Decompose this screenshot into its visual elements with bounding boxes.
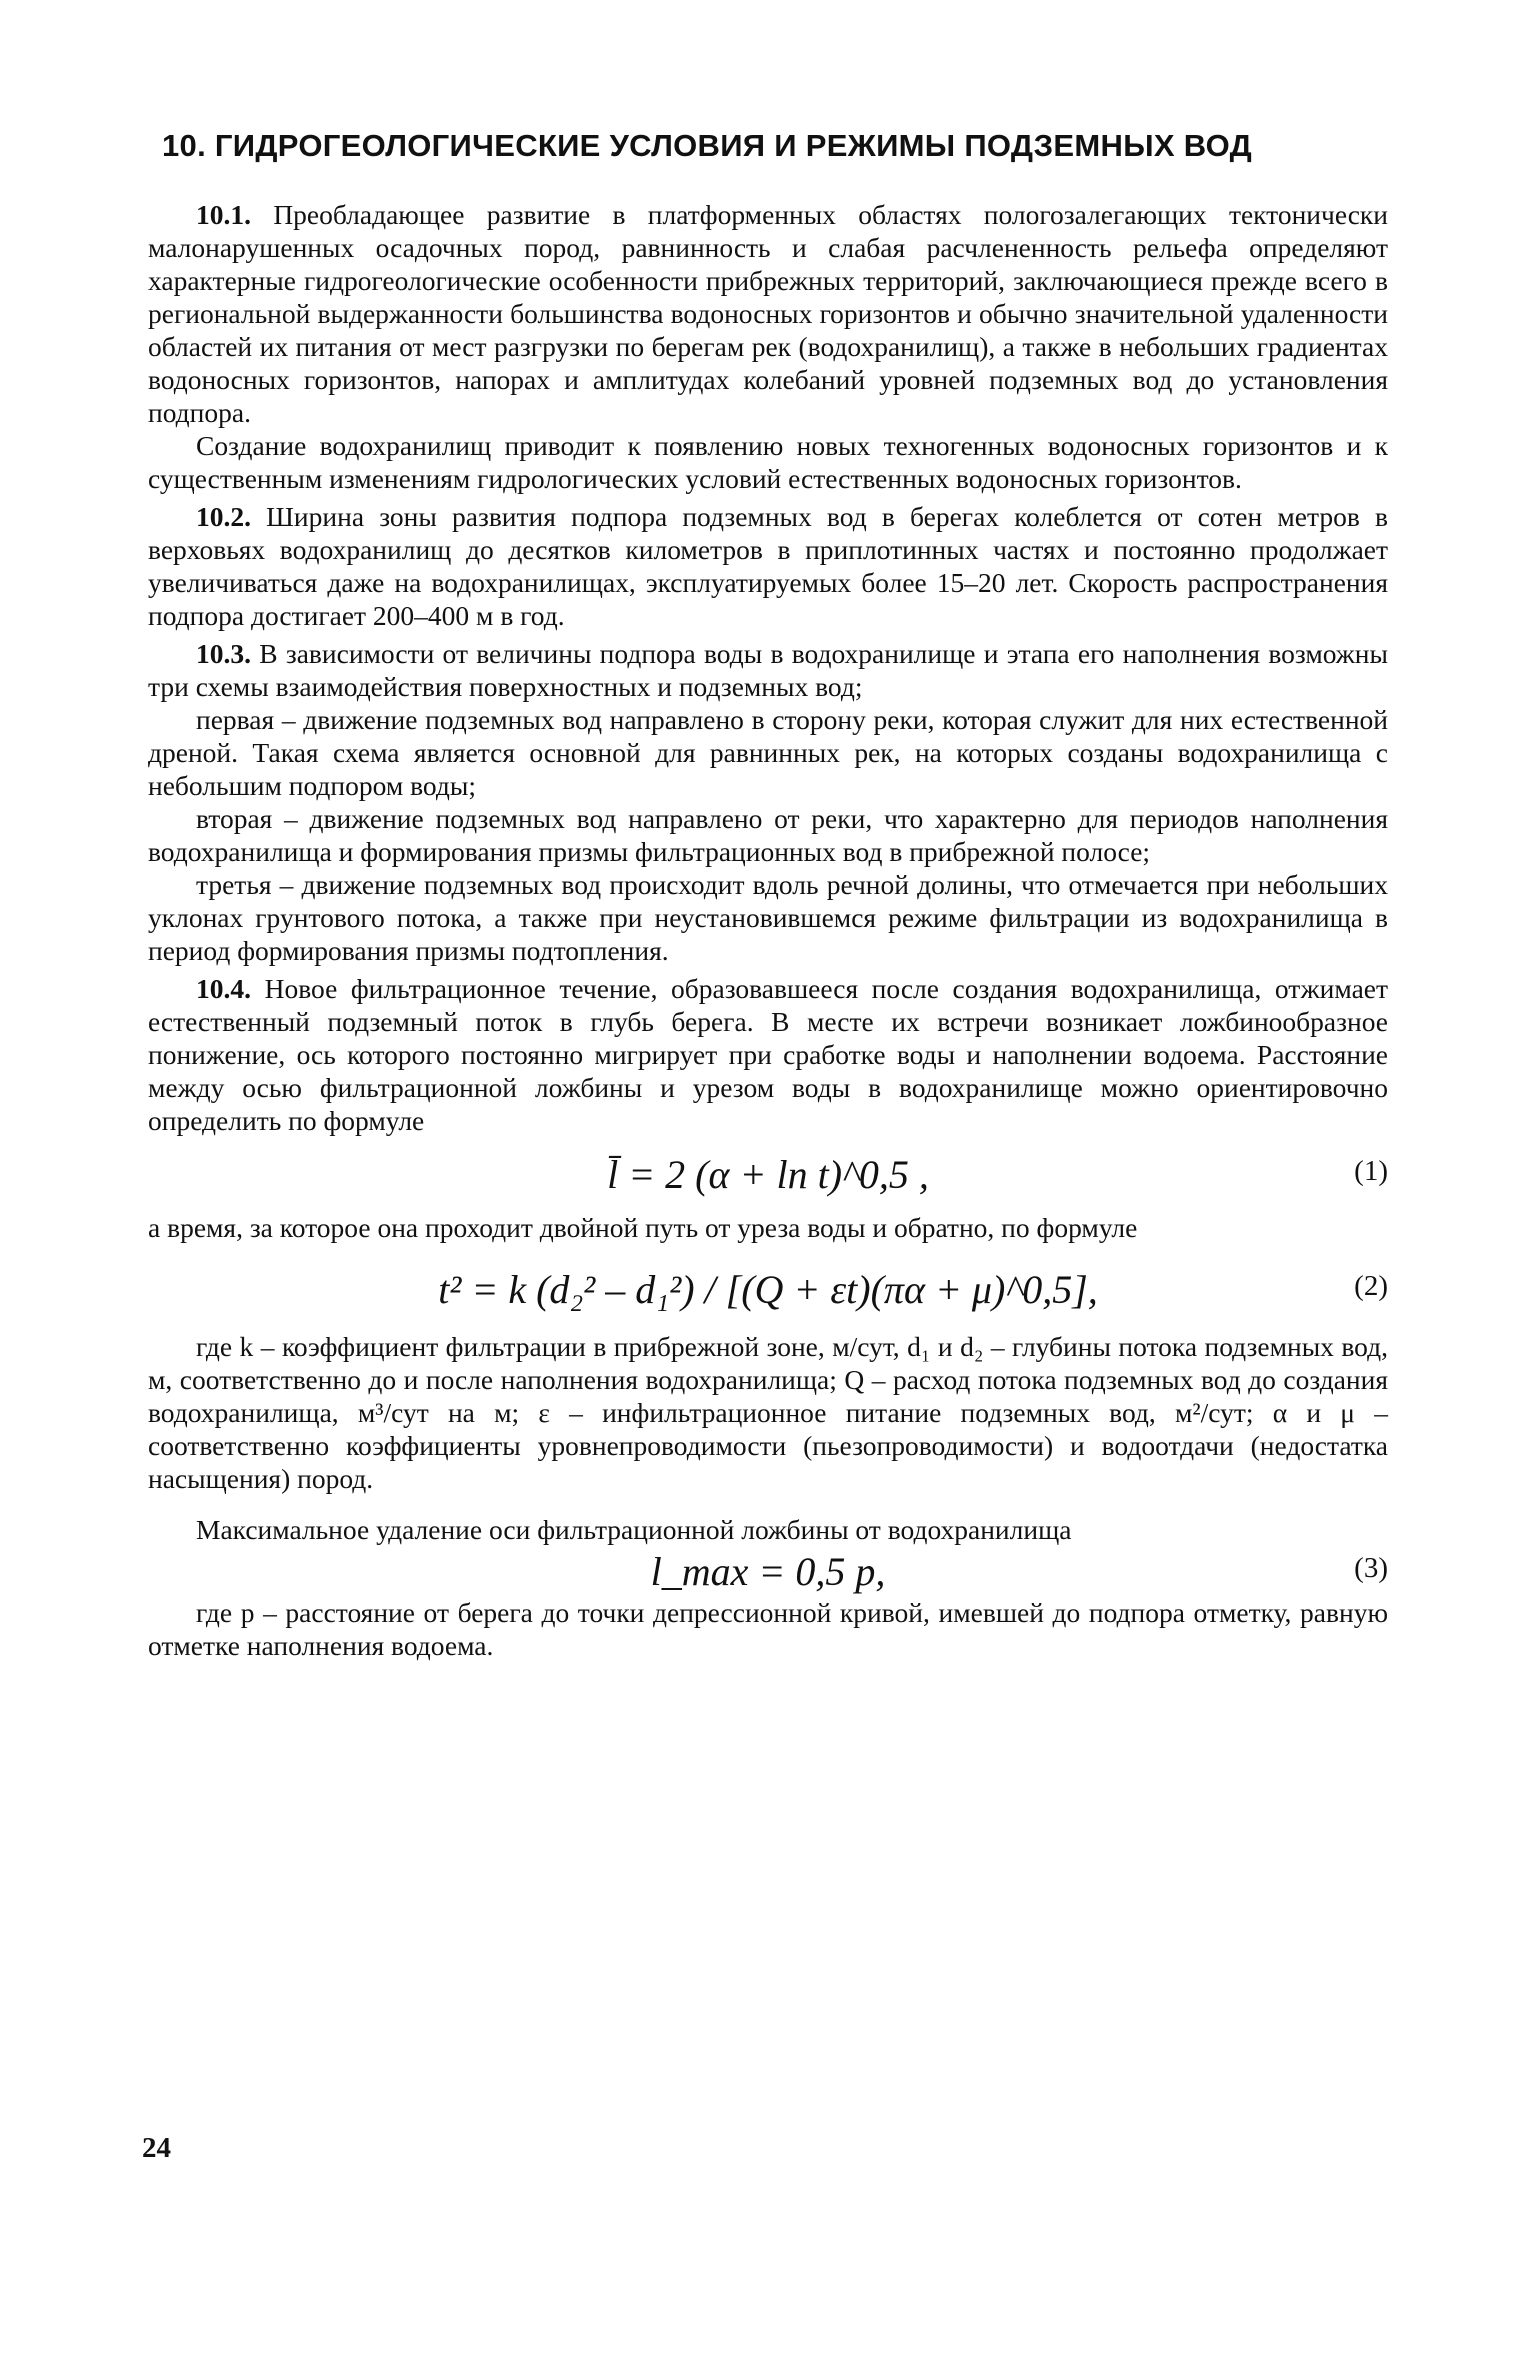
section-heading: 10. ГИДРОГЕОЛОГИЧЕСКИЕ УСЛОВИЯ И РЕЖИМЫ ПОДЗЕМНЫХ ВОД bbox=[162, 128, 1253, 163]
formula-2 bbox=[148, 1244, 1388, 1330]
page-content bbox=[148, 128, 1388, 1662]
clause-number: 10.2. bbox=[196, 501, 251, 532]
formula-number: (3) bbox=[1354, 1552, 1388, 1584]
scheme-second: вторая – движение подземных вод направлено от реки, что характерно для периодов наполнения водохранилища и формирования призмы фильтрационных вод в прибрежной полосе; bbox=[148, 803, 1388, 867]
paragraph-text: Ширина зоны развития подпора подземных вод в берегах колеблется от сотен метров в верховьях водохранилищ до десятков километров в приплотинных частях и постоянно продолжает увеличиваться даже на водохранилищах, эксплуатируемых более 15–20 лет. Скорость распространения подпора достигает 200–400 м в год. bbox=[148, 501, 1388, 631]
paragraph-text: Новое фильтрационное течение, образовавшееся после создания водохранилища, отжимает естественный подземный поток в глубь берега. В месте их встречи возникает ложбинообразное понижение, ось которого постоянно мигрирует при сработке воды и наполнении водоема. Расстояние между осью фильтрационной ложбины и урезом воды в водохранилище можно ориентировочно определить по формуле bbox=[148, 973, 1389, 1136]
paragraph-10-4 bbox=[148, 972, 1388, 1137]
formula-expression: l_max = 0,5 p, bbox=[650, 1549, 886, 1594]
formula-expression: l̄ = 2 (α + ln t)^0,5 , bbox=[607, 1152, 929, 1197]
scheme-third: третья – движение подземных вод происходит вдоль речной долины, что отмечается при небольших уклонах грунтового потока, а также при неустановившемся режиме фильтрации из водохранилища в период формирования призмы подтопления. bbox=[148, 869, 1388, 966]
paragraph-text: Преобладающее развитие в платформенных областях пологозалегающих тектонически малонарушенных осадочных пород, равнинность и слабая расчлененность рельефа определяют характерные гидрогеологические особенности прибрежных территорий, заключающиеся прежде всего в региональной выдержанности большинства водоносных горизонтов и обычно значительной удаленности областей их питания от мест разгрузки по берегам рек (водохранилищ), а также в небольших градиентах водоносных горизонтов, напорах и амплитудах колебаний уровней подземных вод до установления подпора. bbox=[148, 199, 1389, 428]
scheme-first: первая – движение подземных вод направлено в сторону реки, которая служит для них естественной дреной. Такая схема является основной для равнинных рек, на которых созданы водохранилища с небольшим подпором воды; bbox=[148, 704, 1388, 801]
page-number: 24 bbox=[142, 2132, 171, 2164]
formula-expression: t² = k (d₂² – d₁²) / [(Q + εt)(πα + μ)^0,5], bbox=[438, 1267, 1098, 1312]
clause-number: 10.3. bbox=[196, 638, 251, 669]
paragraph-p-definition: где p – расстояние от берега до точки депрессионной кривой, имевшей до подпора отметку, равную отметке наполнения водоема. bbox=[148, 1597, 1388, 1661]
paragraph-10-1 bbox=[148, 198, 1388, 429]
formula-3 bbox=[148, 1546, 1388, 1596]
paragraph-max-distance: Максимальное удаление оси фильтрационной ложбины от водохранилища bbox=[196, 1514, 1072, 1545]
clause-number: 10.4. bbox=[196, 973, 251, 1004]
paragraph-10-3 bbox=[148, 637, 1388, 703]
formula-number: (2) bbox=[1354, 1270, 1388, 1302]
paragraph-10-2 bbox=[148, 500, 1388, 632]
clause-number: 10.1. bbox=[196, 199, 251, 230]
paragraph-where: где k – коэффициент фильтрации в прибрежной зоне, м/сут, d₁ и d₂ – глубины потока подземных вод, м, соответственно до и после наполнения водохранилища; Q – расход потока подземных вод до создания водохранилища, м³/сут на м; ε – инфильтрационное питание подземных вод, м²/сут; α и μ – соответственно коэффициенты уровнепроводимости (пьезопроводимости) и водоотдачи (недостатка насыщения) пород. bbox=[148, 1331, 1388, 1494]
paragraph-reservoirs: Создание водохранилищ приводит к появлению новых техногенных водоносных горизонтов и к существенным изменениям гидрологических условий естественных водоносных горизонтов. bbox=[148, 430, 1388, 494]
formula-number: (1) bbox=[1354, 1155, 1388, 1187]
formula-1 bbox=[148, 1137, 1388, 1211]
paragraph-text: В зависимости от величины подпора воды в водохранилище и этапа его наполнения возможны три схемы взаимодействия поверхностных и подземных вод; bbox=[148, 638, 1388, 702]
paragraph-time: а время, за которое она проходит двойной путь от уреза воды и обратно, по формуле bbox=[148, 1212, 1138, 1243]
